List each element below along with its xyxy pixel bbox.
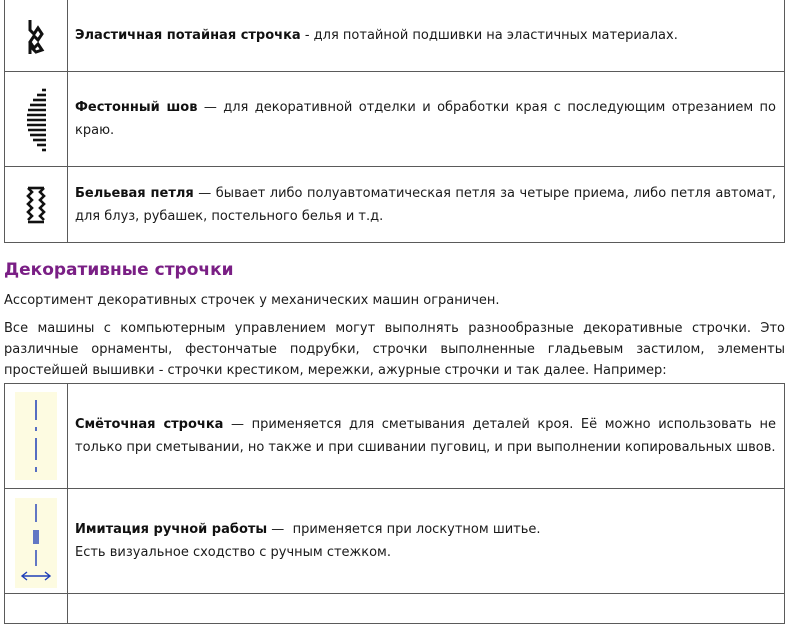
table-row: [5, 72, 785, 167]
stitch-name: Бельевая петля: [75, 185, 194, 201]
description-cell: [68, 489, 785, 594]
stitch-note: Есть визуальное сходство с ручным стежком.: [75, 545, 391, 560]
icon-cell: [5, 489, 68, 594]
basting-stitch-icon: [31, 396, 41, 476]
stitch-name: Имитация ручной работы: [75, 522, 268, 537]
description-cell: [68, 384, 785, 489]
icon-cell: [5, 72, 68, 167]
description-cell: [68, 72, 785, 167]
separator: —: [197, 100, 224, 115]
stitch-table-top: [4, 0, 785, 243]
table-row: [5, 384, 785, 489]
icon-cell: [5, 0, 68, 72]
stitch-description: применяется при лоскутном шитье.: [292, 522, 541, 537]
table-row: [5, 0, 785, 72]
icon-cell: [5, 167, 68, 243]
elastic-blind-stitch-icon: [25, 16, 47, 56]
icon-cell: [5, 594, 68, 624]
section-intro: Ассортимент декоративных строчек у механических машин ограничен.: [4, 293, 500, 308]
stitch-description: для декоративной отделки и обработки края с последующим отрезанием по краю.: [75, 100, 776, 138]
section-paragraph: Все машины с компьютерным управлением могут выполнять разнообразные декоративные строчки. Это различные орнаменты, фестончатые подрубки, строчки выполненные гладьевым застилом, элементы простейшей вышивки - строчки крестиком, мережки, ажурные строчки и так далее. Например:: [4, 321, 785, 378]
description-cell: [68, 0, 785, 72]
table-row: [5, 167, 785, 243]
scallop-stitch-icon: [21, 84, 51, 154]
stitch-name: Смёточная строчка: [75, 417, 224, 432]
separator: —: [267, 522, 293, 537]
hand-stitch-icon: [19, 502, 53, 584]
stitch-description: применяется для сметывания деталей кроя. Её можно использовать не только при сметывании, но также и при сшивании пуговиц, и при выполнении копировальных швов.: [75, 417, 777, 455]
separator: -: [300, 28, 314, 43]
buttonhole-icon: [25, 185, 47, 225]
stitch-description: бывает либо полуавтоматическая петля за четыре приема, либо петля автомат, для блуз, рубашек, постельного белья и т.д.: [75, 185, 777, 224]
description-cell: [68, 167, 785, 243]
description-cell: [68, 594, 785, 624]
stitch-name: Эластичная потайная строчка: [75, 28, 301, 43]
stitch-table-bottom: [4, 383, 785, 624]
table-row: [5, 594, 785, 624]
table-row: [5, 489, 785, 594]
separator: —: [223, 417, 252, 432]
stitch-name: Фестонный шов: [75, 100, 198, 115]
icon-cell: [5, 384, 68, 489]
section-title: Декоративные строчки: [4, 260, 234, 280]
separator: —: [193, 185, 216, 201]
stitch-description: для потайной подшивки на эластичных материалах.: [313, 28, 678, 43]
